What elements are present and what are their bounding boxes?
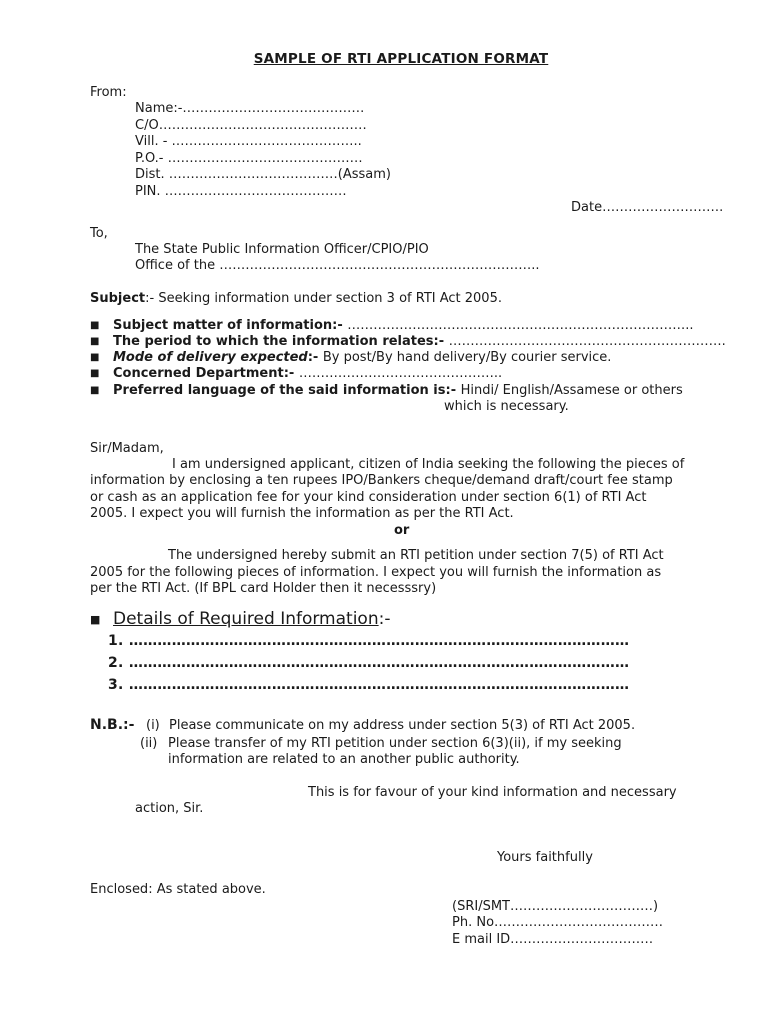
nb-item-ii-continuation: information are related to an another public authority. (168, 752, 520, 767)
bullet-period (113, 334, 726, 350)
bullet-marker: ■ (90, 613, 101, 626)
from-co-line: C/O………………………………………… (135, 118, 367, 133)
signature-phone-line: Ph. No………………………………… (452, 915, 664, 930)
or-separator: or (394, 523, 410, 538)
bullet-value: …………………………………………………………………….. (347, 318, 694, 333)
bullet-value: Hindi/ English/Assamese or others (460, 383, 683, 398)
details-heading-suffix: :- (378, 609, 391, 629)
nb-item-i-number: (i) (146, 718, 160, 733)
from-village-line: Vill. - …………………………………….. (135, 134, 362, 149)
bullet-label: The period to which the information relates (113, 334, 434, 349)
subject-line (90, 291, 502, 307)
yours-faithfully: Yours faithfully (497, 850, 593, 865)
para2-line: The undersigned hereby submit an RTI petition under section 7(5) of RTI Act (168, 548, 664, 563)
bullet-language-continuation: which is necessary. (444, 399, 569, 414)
para2-line: per the RTI Act. (If BPL card Holder then it necesssry) (90, 581, 437, 596)
bullet-value: ……………………………………….. (298, 366, 503, 381)
to-officer-line: The State Public Information Officer/CPIO/PIO (135, 242, 429, 257)
bullet-marker: ■ (90, 385, 100, 396)
details-item-1: 1. …………………………………………………………………………………………… (108, 633, 630, 649)
bullet-marker: ■ (90, 336, 100, 347)
details-heading-text: Details of Required Information (113, 609, 379, 629)
bullet-separator: :- (283, 366, 299, 381)
from-pin-line: PIN. …………………………………… (135, 184, 347, 199)
details-item-3: 3. …………………………………………………………………………………………… (108, 677, 630, 693)
subject-label: Subject (90, 291, 146, 306)
bullet-separator: :- (307, 350, 323, 365)
para1-line: I am undersigned applicant, citizen of India seeking the following the pieces of (172, 457, 685, 472)
from-po-line: P.O.- ……………………………………… (135, 151, 363, 166)
bullet-label: Subject matter of information (113, 318, 333, 333)
para1-line: 2005. I expect you will furnish the information as per the RTI Act. (90, 506, 514, 521)
bullet-marker: ■ (90, 352, 100, 363)
date-line: Date………………………. (571, 200, 724, 215)
bullet-label: Preferred language of the said information is (113, 383, 446, 398)
from-name-line: Name:-…………………………………… (135, 101, 365, 116)
document-title: SAMPLE OF RTI APPLICATION FORMAT (253, 51, 549, 67)
bullet-subject-matter (113, 318, 694, 334)
nb-item-ii-number: (ii) (140, 736, 158, 751)
bullet-marker: ■ (90, 368, 100, 379)
closing-line: This is for favour of your kind information and necessary (308, 785, 677, 800)
signature-email-line: E mail ID…………………………… (452, 932, 654, 947)
bullet-separator: :- (433, 334, 449, 349)
bullet-value: ………………………………………………………. (448, 334, 726, 349)
details-item-2: 2. …………………………………………………………………………………………… (108, 655, 630, 671)
closing-line: action, Sir. (135, 801, 204, 816)
to-label: To, (90, 226, 108, 241)
signature-name-line: (SRI/SMT……………………………) (452, 899, 659, 914)
nb-item-i-text: Please communicate on my address under section 5(3) of RTI Act 2005. (169, 718, 636, 733)
details-heading (113, 608, 390, 630)
para2-line: 2005 for the following pieces of information. I expect you will furnish the information as (90, 565, 662, 580)
para1-line: information by enclosing a ten rupees IPO/Bankers cheque/demand draft/court fee stamp (90, 473, 673, 488)
bullet-label: Mode of delivery expected (113, 350, 308, 365)
para1-line: or cash as an application fee for your kind consideration under section 6(1) of RTI Act (90, 490, 647, 505)
bullet-separator: :- (445, 383, 461, 398)
enclosed-line: Enclosed: As stated above. (90, 882, 266, 897)
to-office-line: Office of the ……………………………………………………………….. (135, 258, 540, 273)
from-district-line: Dist. …………………………………(Assam) (135, 167, 391, 182)
from-label: From: (90, 85, 127, 100)
bullet-label: Concerned Department (113, 366, 284, 381)
subject-text: :- Seeking information under section 3 of RTI Act 2005. (145, 291, 502, 306)
salutation: Sir/Madam, (90, 441, 164, 456)
nb-label: N.B.:- (90, 717, 135, 733)
bullet-marker: ■ (90, 320, 100, 331)
nb-item-ii-text: Please transfer of my RTI petition under section 6(3)(ii), if my seeking (168, 736, 622, 751)
bullet-value: By post/By hand delivery/By courier service. (322, 350, 612, 365)
bullet-language (113, 383, 683, 399)
bullet-department (113, 366, 502, 382)
bullet-delivery-mode (113, 350, 611, 366)
bullet-separator: :- (332, 318, 348, 333)
